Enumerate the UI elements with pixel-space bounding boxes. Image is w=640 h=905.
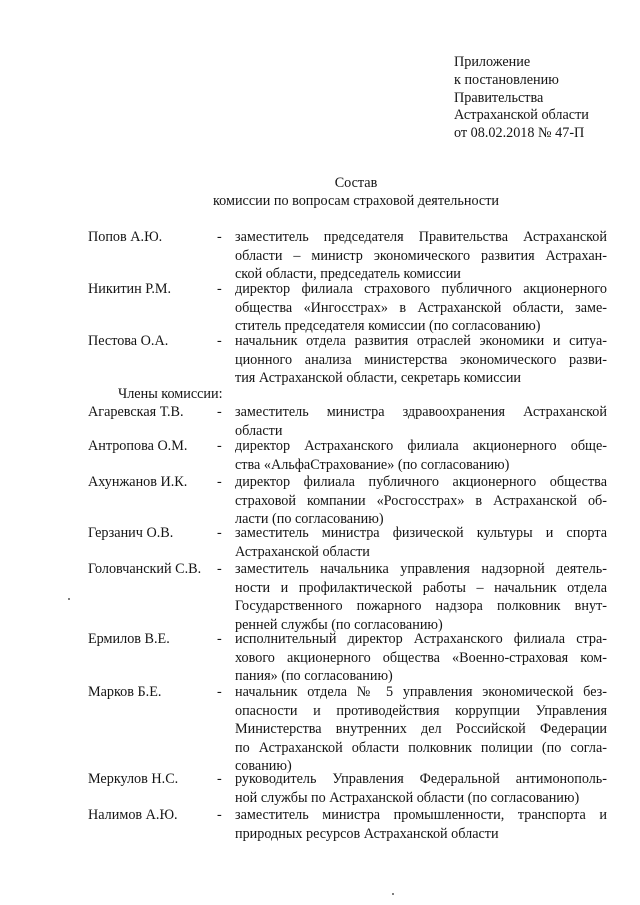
dash-separator: -: [217, 404, 222, 420]
position-line: ской области, председатель комиссии: [235, 266, 461, 283]
position-line: природных ресурсов Астраханской области: [235, 825, 499, 842]
position-line: Астраханской области: [235, 543, 370, 560]
appendix-line: от 08.02.2018 № 47-П: [454, 125, 585, 142]
document-title: Состав: [334, 175, 378, 191]
position-line: по Астраханской области полковник полиции (по согла-: [235, 739, 607, 756]
member-position: [235, 683, 607, 776]
dash-separator: -: [217, 474, 222, 490]
member-position: [235, 403, 607, 440]
member-name: Головчанский С.В.: [88, 561, 202, 577]
member-position: [235, 332, 607, 388]
member-position: [235, 560, 607, 634]
position-line: ности и профилактической работы – начальник отдела: [235, 579, 607, 596]
position-line: области: [235, 422, 283, 439]
member-name: Ахунжанов И.К.: [88, 474, 188, 490]
position-line: ной службы по Астраханской области (по согласованию): [235, 789, 580, 806]
member-name: Налимов А.Ю.: [88, 807, 178, 823]
position-line: заместитель министра промышленности, транспорта и: [235, 807, 607, 823]
member-name: Никитин Р.М.: [88, 281, 172, 297]
member-position: [235, 280, 607, 336]
position-line: ститель председателя комиссии (по согласованию): [235, 318, 541, 335]
position-line: начальник отдела развития отраслей экономики и ситуа-: [235, 333, 607, 349]
document-subtitle: комиссии по вопросам страховой деятельности: [212, 193, 499, 209]
member-name: Пестова О.А.: [88, 333, 169, 349]
position-line: опасности и противодействия коррупции Управления: [235, 702, 607, 719]
dash-separator: -: [217, 631, 222, 647]
member-name: Герзанич О.В.: [88, 525, 174, 541]
position-line: ласти (по согласованию): [235, 511, 384, 528]
position-line: директор филиала публичного акционерного общества: [235, 474, 607, 490]
appendix-line: Правительства: [454, 89, 544, 106]
position-line: начальник отдела № 5 управления экономической без-: [235, 684, 607, 700]
position-line: области – министр экономического развития Астрахан-: [235, 247, 607, 264]
member-position: [235, 770, 607, 807]
member-name: Меркулов Н.С.: [88, 771, 179, 787]
member-position: [235, 524, 607, 561]
appendix-line: к постановлению: [454, 71, 559, 88]
position-line: директор филиала страхового публичного акционерного: [235, 281, 607, 297]
position-line: пания» (по согласованию): [235, 668, 393, 685]
position-line: исполнительный директор Астраханского филиала стра-: [235, 631, 607, 647]
member-position: [235, 806, 607, 843]
position-line: заместитель министра здравоохранения Астраханской: [235, 404, 607, 420]
position-line: Министерства внутренних дел Российской Федерации: [235, 721, 607, 738]
position-line: заместитель начальника управления надзорной деятель-: [235, 561, 607, 577]
position-line: тия Астраханской области, секретарь комиссии: [235, 370, 522, 387]
dash-separator: -: [217, 807, 222, 823]
member-name: Марков Б.Е.: [88, 684, 162, 700]
member-position: [235, 473, 607, 529]
members-heading: Члены комиссии:: [118, 386, 223, 402]
member-name: Антропова О.М.: [88, 438, 188, 454]
dash-separator: -: [217, 525, 222, 541]
dash-separator: -: [217, 561, 222, 577]
dash-separator: -: [217, 438, 222, 454]
position-line: хового акционерного общества «Военно-страховая ком-: [235, 649, 607, 666]
dash-separator: -: [217, 229, 222, 245]
member-position: [235, 630, 607, 686]
dash-separator: -: [217, 684, 222, 700]
member-name: Попов А.Ю.: [88, 229, 163, 245]
scan-speck: [68, 598, 70, 600]
position-line: общества «Ингосстрах» в Астраханской области, заме-: [235, 299, 607, 316]
member-position: [235, 437, 607, 474]
position-line: сованию): [235, 758, 292, 775]
dash-separator: -: [217, 771, 222, 787]
appendix-block: [454, 54, 634, 143]
scan-speck: [392, 893, 394, 895]
position-line: директор Астраханского филиала акционерного обще-: [235, 438, 607, 454]
position-line: ренней службы (по согласованию): [235, 616, 443, 633]
position-line: Государственного пожарного надзора полковник внут-: [235, 598, 607, 615]
position-line: заместитель председателя Правительства Астраханской: [235, 229, 607, 245]
appendix-line: Астраханской области: [454, 107, 589, 124]
dash-separator: -: [217, 281, 222, 297]
position-line: ства «АльфаСтрахование» (по согласованию): [235, 456, 510, 473]
member-name: Ермилов В.Е.: [88, 631, 170, 647]
position-line: заместитель министра физической культуры и спорта: [235, 525, 607, 541]
position-line: страховой компании «Росгосстрах» в Астраханской об-: [235, 492, 607, 509]
position-line: руководитель Управления Федеральной антимонополь-: [235, 771, 607, 787]
appendix-line: Приложение: [454, 54, 531, 70]
dash-separator: -: [217, 333, 222, 349]
member-position: [235, 228, 607, 284]
position-line: ционного анализа министерства экономического разви-: [235, 351, 607, 368]
member-name: Агаревская Т.В.: [88, 404, 184, 420]
